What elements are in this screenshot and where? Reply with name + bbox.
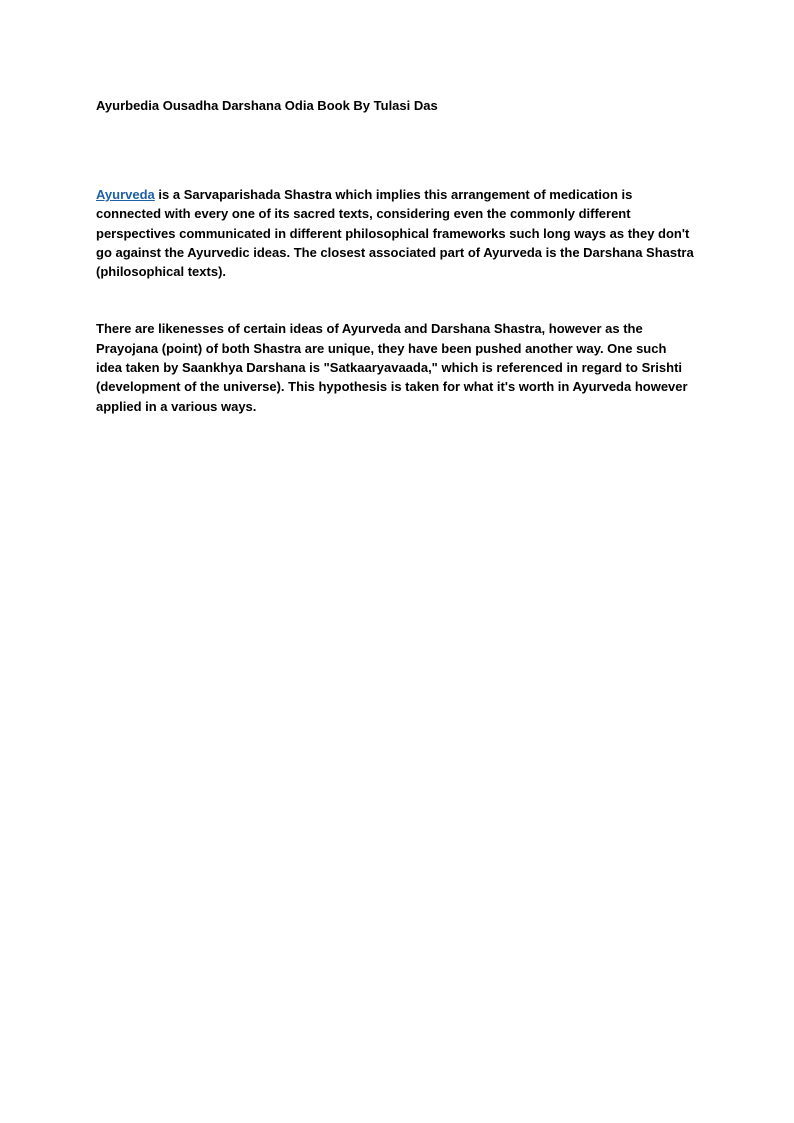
document-title: Ayurbedia Ousadha Darshana Odia Book By Tulasi Das bbox=[96, 98, 438, 113]
ayurveda-link[interactable]: Ayurveda bbox=[96, 187, 155, 202]
paragraph-likenesses: There are likenesses of certain ideas of Ayurveda and Darshana Shastra, however as the Prayojana (point) of both Shastra are unique, they have been pushed another way. One such idea taken by Saankhya Darshana is "Satkaaryavaada," which is referenced in regard to Srishti (development of the universe). This hypothesis is taken for what it's worth in Ayurveda however applied in a various ways. bbox=[96, 321, 688, 414]
paragraph-1-text: is a Sarvaparishada Shastra which implies this arrangement of medication is connected with every one of its sacred texts, considering even the commonly different perspectives communicated in different philosophical frameworks such long ways as they don't go against the Ayurvedic ideas. The closest associated part of Ayurveda is the Darshana Shastra (philosophical texts). bbox=[96, 187, 694, 280]
paragraph-ayurveda-intro bbox=[96, 185, 696, 281]
document-content bbox=[96, 96, 696, 416]
